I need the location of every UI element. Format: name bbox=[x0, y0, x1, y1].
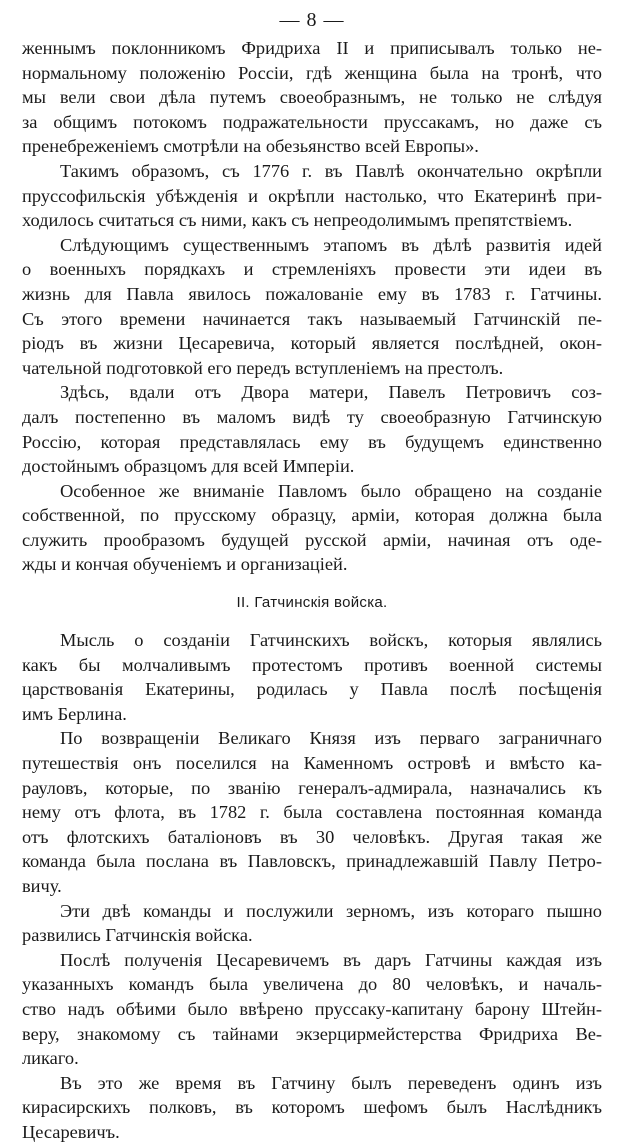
text-line: Эти двѣ команды и послужили зерномъ, изъ котораго пышно bbox=[60, 900, 602, 921]
paragraph bbox=[22, 36, 602, 159]
text-line: царствованія Екатерины, родилась у Павла послѣ посѣщенія bbox=[22, 679, 602, 700]
top-text-block bbox=[22, 36, 602, 577]
paragraph bbox=[22, 899, 602, 948]
text-line: Цесаревичъ. bbox=[22, 1121, 120, 1142]
text-line: ходилось считаться съ ними, какъ съ непреодолимымъ препятствіемъ. bbox=[22, 210, 573, 231]
text-line: нему отъ флота, въ 1782 г. была составлена постоянная команда bbox=[22, 802, 602, 823]
paragraph bbox=[22, 380, 602, 478]
paragraph bbox=[22, 233, 602, 381]
text-line: Въ это же время въ Гатчину былъ переведенъ одинъ изъ bbox=[60, 1072, 602, 1093]
section-heading: II. Гатчинскія войска. bbox=[236, 594, 388, 612]
text-line: ство надъ обѣими было ввѣрено пруссаку-капитану барону Штейн- bbox=[22, 998, 602, 1019]
text-line: Здѣсь, вдали отъ Двора матери, Павелъ Петровичъ соз- bbox=[60, 382, 602, 403]
text-line: веру, знакомому съ тайнами экзерцирмейстерства Фридриха Ве- bbox=[22, 1023, 602, 1044]
text-line: отъ флотскихъ баталіоновъ въ 30 человѣкъ. Другая такая же bbox=[22, 826, 602, 847]
text-line: ликаго. bbox=[22, 1048, 79, 1069]
text-line: пруссофильскія убѣжденія и окрѣпли настолько, что Екатеринѣ при- bbox=[22, 185, 602, 206]
paragraph bbox=[22, 159, 602, 233]
text-line: о военныхъ порядкахъ и стремленіяхъ провести эти идеи въ bbox=[22, 259, 602, 280]
text-line: какъ бы молчаливымъ протестомъ противъ военной системы bbox=[22, 654, 602, 675]
text-line: путешествія онъ поселился на Каменномъ островѣ и вмѣсто ка- bbox=[22, 753, 602, 774]
text-line: Такимъ образомъ, съ 1776 г. въ Павлѣ окончательно окрѣпли bbox=[60, 160, 602, 181]
text-line: собственной, по прусскому образцу, арміи, которая должна была bbox=[22, 505, 602, 526]
text-line: указанныхъ командъ была увеличена до 80 человѣкъ, и началь- bbox=[22, 974, 602, 995]
page-number: — 8 — bbox=[279, 9, 345, 31]
text-line: Съ этого времени начинается такъ называемый Гатчинскій пе- bbox=[22, 308, 602, 329]
text-line: Особенное же вниманіе Павломъ было обращено на созданіе bbox=[60, 480, 602, 501]
text-line: чательной подготовкой его передъ вступленіемъ на престолъ. bbox=[22, 357, 504, 378]
paragraph bbox=[22, 948, 602, 1071]
text-line: достойнымъ образцомъ для всей Имперіи. bbox=[22, 456, 355, 477]
text-line: вичу. bbox=[22, 876, 62, 896]
bottom-text-block bbox=[22, 628, 602, 1144]
text-line: нормальному положенію Россіи, гдѣ женщина была на тронѣ, что bbox=[22, 62, 602, 83]
paragraph bbox=[22, 479, 602, 577]
text-line: Россію, которая представлялась ему въ будущемъ единственно bbox=[22, 431, 602, 452]
text-line: По возвращеніи Великаго Князя изъ перваго заграничнаго bbox=[60, 728, 602, 749]
text-line: Слѣдующимъ существеннымъ этапомъ въ дѣлѣ развитія идей bbox=[60, 234, 602, 255]
text-line: Послѣ полученія Цесаревичемъ въ даръ Гатчины каждая изъ bbox=[60, 949, 602, 970]
paragraph bbox=[22, 726, 602, 898]
text-line: Мысль о созданіи Гатчинскихъ войскъ, которыя являлись bbox=[60, 630, 602, 651]
text-line: команда была послана въ Павловскъ, принадлежавшій Павлу Петро- bbox=[22, 851, 602, 872]
text-line: развились Гатчинскія войска. bbox=[22, 925, 253, 946]
text-line: мы вели свои дѣла путемъ своеобразнымъ, не только не слѣдуя bbox=[22, 87, 602, 108]
text-line: ріодъ въ жизни Цесаревича, который является послѣдней, окон- bbox=[22, 333, 602, 354]
text-line: далъ постепенно въ маломъ видѣ ту своеобразную Гатчинскую bbox=[22, 406, 602, 427]
text-line: жды и кончая обученіемъ и организаціей. bbox=[22, 554, 348, 575]
text-line: жизнь для Павла явилось пожалованіе ему въ 1783 г. Гатчины. bbox=[22, 283, 602, 304]
text-line: кирасирскихъ полковъ, въ которомъ шефомъ былъ Наслѣдникъ bbox=[22, 1097, 602, 1118]
text-line: рауловъ, которые, по званію генералъ-адмирала, назначались къ bbox=[22, 777, 602, 798]
text-line: пренебреженіемъ смотрѣли на обезьянство всей Европы». bbox=[22, 136, 479, 157]
paragraph bbox=[22, 1071, 602, 1145]
text-line: женнымъ поклонникомъ Фридриха II и приписывалъ только не- bbox=[22, 38, 602, 58]
text-line: за общимъ потокомъ подражательности пруссакамъ, но даже съ bbox=[22, 111, 602, 132]
text-line: имъ Берлина. bbox=[22, 703, 127, 724]
paragraph bbox=[22, 628, 602, 726]
text-line: служить прообразомъ будущей русской арміи, начиная отъ оде- bbox=[22, 529, 602, 550]
